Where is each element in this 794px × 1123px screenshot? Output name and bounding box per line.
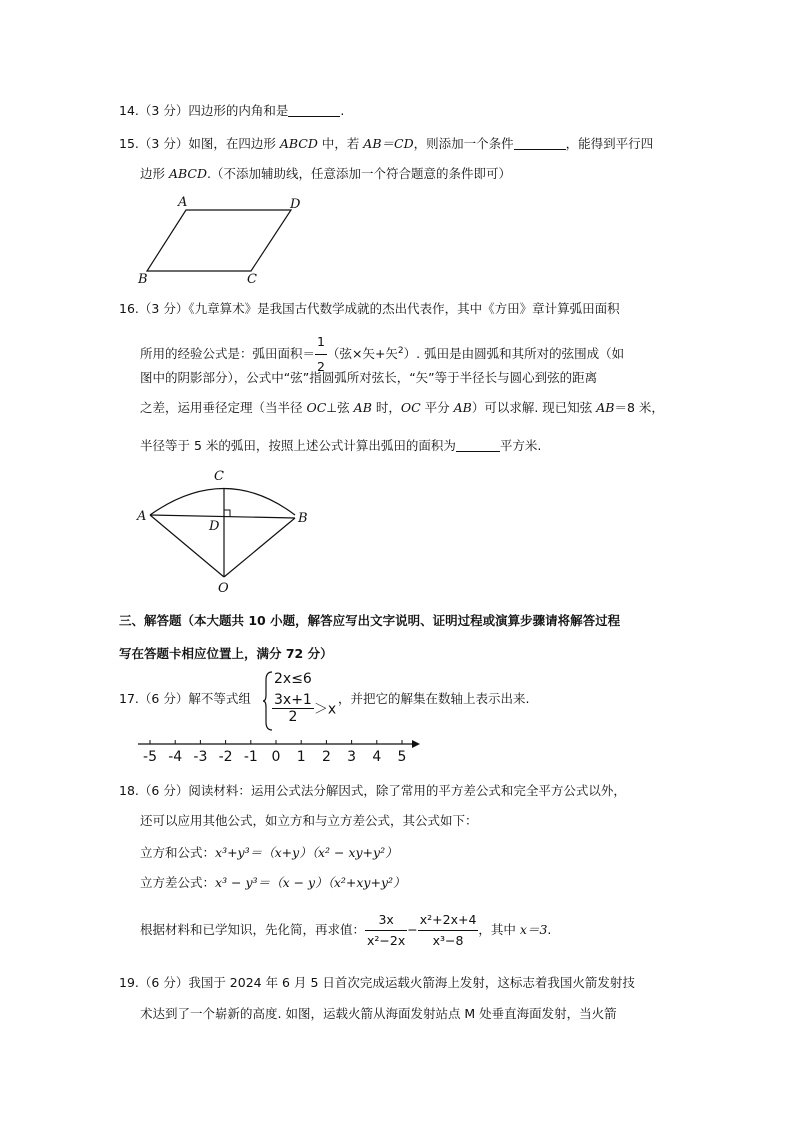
vertex-label-b: B [138, 272, 148, 287]
chord-ab [150, 515, 295, 518]
point-label-o: O [218, 581, 229, 596]
q14-number: 14. [119, 103, 139, 118]
section3-heading-line1: 三、解答题（本大题共 10 小题，解答应写出文字说明、证明过程或演算步骤请将解答过程 [119, 613, 621, 628]
arrow-right-icon [412, 740, 420, 748]
tick-label: 2 [321, 749, 331, 765]
number-line [134, 734, 426, 766]
parallelogram-shape [147, 210, 291, 271]
tick-label: -1 [243, 749, 258, 765]
point-label-b: B [298, 511, 308, 526]
q17-lead: 17.（6 分）解不等式组 [119, 691, 251, 706]
q15-parallelogram-figure [130, 190, 310, 290]
q15-line1: 15.（3 分）如图，在四边形 ABCD 中，若 AB＝CD，则添加一个条件 ，能得到平行四 [119, 136, 654, 151]
cube-diff-formula: x³ − y³＝（x − y）（x²+xy+y²） [215, 875, 406, 890]
q18-cube-diff: 立方差公式：x³ − y³＝（x − y）（x²+xy+y²） [140, 875, 406, 890]
q16-line4: 之差，运用垂径定理（当半径 OC⊥弦 AB 时，OC 平分 AB）可以求解. 现已知弦 AB＝8 米， [140, 400, 664, 415]
tick-label: -3 [193, 749, 208, 765]
q19-line1: 19.（6 分）我国于 2024 年 6 月 5 日首次完成运载火箭海上发射，这标志着我国火箭发射技 [119, 975, 635, 990]
tick-label: 3 [347, 749, 357, 765]
section3-heading-line2: 写在答题卡相应位置上，满分 72 分） [119, 646, 333, 661]
fraction-1: $\frac{3x}{\text{x²−2x}}$ [367, 912, 406, 948]
cube-sum-formula: x³+y³＝（x+y）（x² − xy+y²） [215, 845, 398, 860]
tick-label: -4 [168, 749, 183, 765]
q19-line2: 术达到了一个崭新的高度. 如图，运载火箭从海面发射站点 M 处垂直海面发射，当火箭 [140, 1006, 617, 1021]
point-label-c: C [214, 469, 224, 484]
q16-arc-field-figure [130, 462, 320, 597]
tick-label: 0 [271, 749, 281, 765]
q14-score: （3 分） [138, 103, 189, 118]
point-label-a: A [137, 509, 147, 524]
q18-cube-sum: 立方和公式：x³+y³＝（x+y）（x² − xy+y²） [140, 845, 398, 860]
vertex-label-d: D [290, 197, 301, 212]
q16-line5: 半径等于 5 米的弧田，按照上述公式计算出弧田的面积为 平方米. [140, 438, 542, 453]
q14-line: 14.（3 分）四边形的内角和是 . [119, 103, 345, 118]
q18-line5: 根据材料和已学知识，先化简，再求值： $\frac{3x}{\text{x²−2x}}$ − $\frac{\text{x²+2x+4}}{\text{x³−8}}$ ，其中 x＝3. [140, 910, 551, 951]
vertex-label-c: C [247, 272, 257, 287]
q16-answer-blank[interactable] [456, 439, 500, 452]
q18-line2: 还可以应用其他公式，如立方和与立方差公式，其公式如下： [140, 813, 478, 828]
q15-line2: 边形 ABCD.（不添加辅助线，任意添加一个符合题意的条件即可） [140, 166, 511, 181]
inequality-1: 2x≤6 [274, 671, 312, 687]
q14-text: 四边形的内角和是 [188, 103, 289, 118]
fraction-2: $\frac{\text{x²+2x+4}}{\text{x³−8}}$ [419, 912, 477, 948]
point-label-d: D [209, 519, 220, 534]
vertex-label-a: A [178, 195, 188, 210]
tick-label: 5 [397, 749, 407, 765]
q16-line3: 图中的阴影部分），公式中“弦”指圆弧所对弦长，“矢”等于半径长与圆心到弦的距离 [140, 370, 598, 385]
q15-answer-blank[interactable] [514, 137, 566, 150]
arc [150, 489, 295, 516]
one-half-fraction: $\frac{1}{2}$ [315, 330, 327, 379]
q18-line1: 18.（6 分）阅读材料：运用公式法分解因式，除了常用的平方差公式和完全平方公式以外， [119, 783, 626, 798]
inequality-2: $\frac{3x+1}{2}$ ＞x [274, 692, 337, 725]
q16-line1: 16.（3 分）《九章算术》是我国古代数学成就的杰出代表作，其中《方田》章计算弧田面积 [119, 301, 620, 316]
q14-answer-blank[interactable] [288, 104, 340, 117]
q16-line2: 所用的经验公式是：弧田面积＝ $\frac{1}{2}$ （弦×矢+矢$^2$）. 弧田是由圆弧和其所对的弦围成（如 [140, 330, 624, 379]
tick-label: -2 [218, 749, 233, 765]
tick-label: 1 [296, 749, 306, 765]
tick-label: -5 [143, 749, 157, 765]
radius-ob [224, 518, 295, 577]
tick-label: 4 [372, 749, 382, 765]
q17-instruction: ，并把它的解集在数轴上表示出来. [338, 691, 530, 706]
